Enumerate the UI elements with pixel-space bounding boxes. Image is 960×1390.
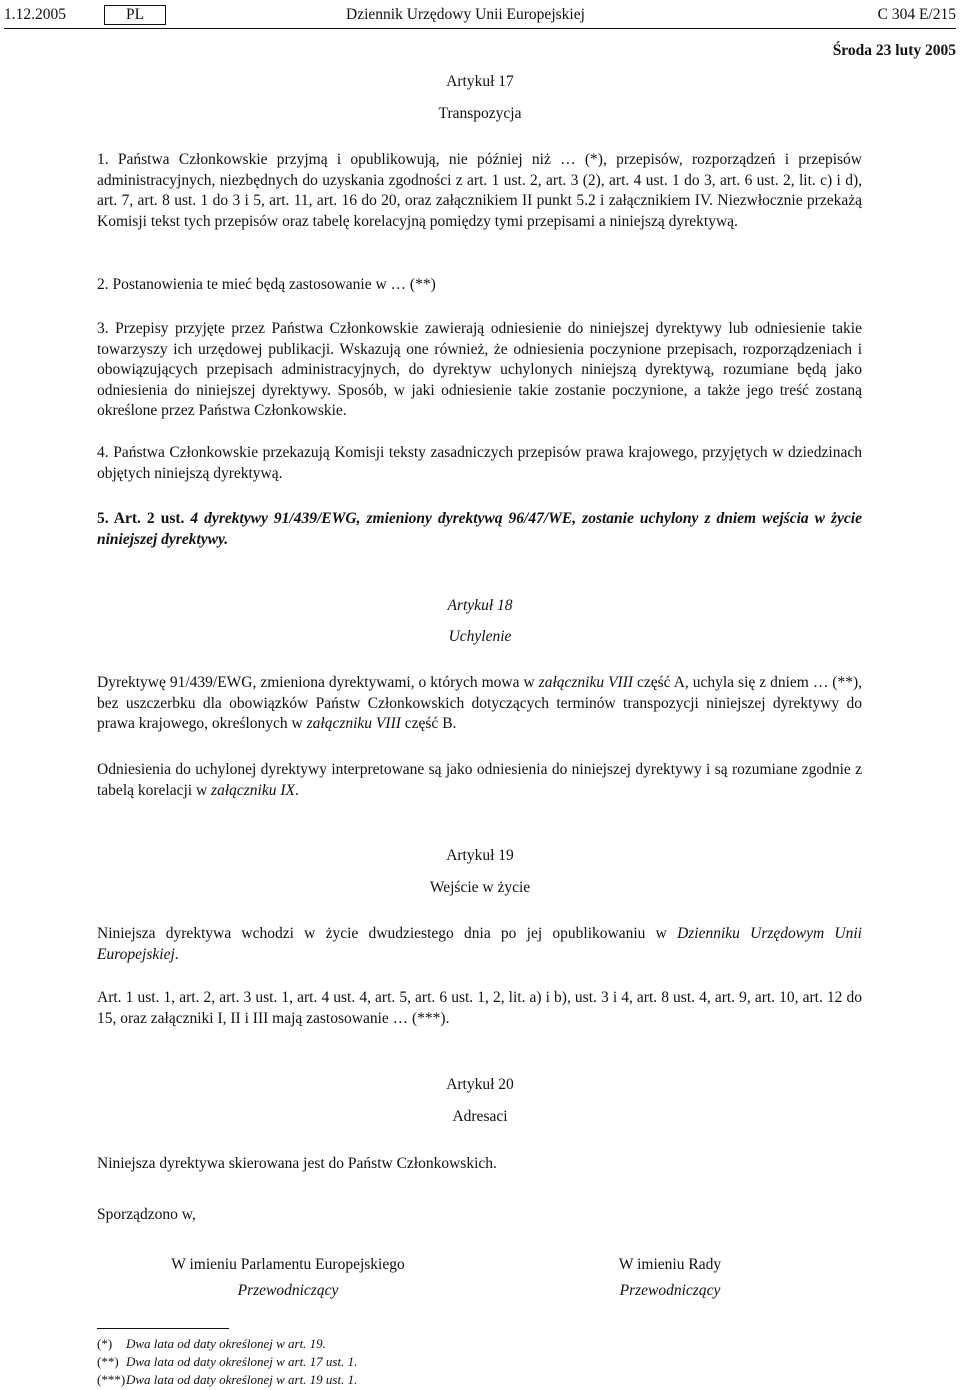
language-badge: PL — [104, 5, 166, 25]
article-19-paragraph-1 — [97, 924, 862, 965]
article-17-paragraph-5 — [97, 509, 862, 550]
signature-council-role: Przewodniczący — [619, 1282, 721, 1299]
article-18-paragraph-1 — [97, 673, 862, 735]
article-17-paragraph-2: 2. Postanowienia te mieć będą zastosowanie w … (**) — [97, 276, 436, 293]
article-20-paragraph-1: Niniejsza dyrektywa skierowana jest do Państw Członkowskich. — [97, 1155, 497, 1172]
text-run: część B. — [400, 715, 457, 732]
journal-reference-italic: Dzienniku Urzędowym Unii Europejskiej — [97, 925, 862, 963]
footnote-divider — [97, 1328, 229, 1329]
paragraph-5-amendment: 4 dyrektywy 91/439/EWG, zmieniony dyrektywą 96/47/WE, zostanie uchylony z dniem wejścia w życie niniejszej dyrektywy. — [97, 510, 862, 548]
article-20-title: Artykuł 20 — [446, 1076, 514, 1093]
footnote-text: Dwa lata od daty określonej w art. 19. — [126, 1336, 326, 1351]
footnote — [97, 1372, 357, 1388]
annex-reference: załączniku IX — [211, 781, 295, 799]
footnote-mark: (**) — [97, 1354, 119, 1369]
article-20-subtitle: Adresaci — [452, 1108, 508, 1125]
done-at: Sporządzono w, — [97, 1206, 196, 1223]
article-17-paragraph-1: 1. Państwa Członkowskie przyjmą i opublikowują, nie później niż … (*), przepisów, rozporządzeń i przepisów administracyjnych, niezbędnych do uzyskania zgodności z art. 1 ust. 2, art. 3 (2), art. 4 ust. 1 do 3, art. 6 ust. 2, lit. c) i d), art. 7, art. 8 ust. 1 do 3 i 5, art. 11, art. 16 do 20, oraz załącznikiem II punkt 5.2 i załącznikiem IV. Niezwłocznie przekażą Komisji tekst tych przepisów oraz tabelę korelacyjną pomiędzy tymi przepisami a niniejszą dyrektywą. — [97, 151, 862, 230]
page-header — [0, 2, 960, 28]
footnote — [97, 1354, 357, 1370]
sitting-date: Środa 23 luty 2005 — [832, 42, 956, 59]
article-17-title: Artykuł 17 — [446, 73, 514, 90]
article-19-title: Artykuł 19 — [446, 847, 514, 864]
signature-parliament: W imieniu Parlamentu Europejskiego — [171, 1256, 405, 1273]
annex-reference: załączniku VIII — [306, 715, 401, 732]
journal-reference: C 304 E/215 — [877, 6, 956, 23]
article-18-title: Artykuł 18 — [447, 597, 513, 614]
text-run: część A, uchyla się z dniem … (**), bez uszczerbku dla obowiązków Państw Członkowskich dotyczących terminów transpozycji niniejszej dyrektywy do prawa krajowego, określonych w — [97, 674, 863, 732]
publication-date: 1.12.2005 — [4, 6, 66, 23]
signature-council: W imieniu Rady — [618, 1256, 722, 1273]
footnote-mark: (***) — [97, 1372, 126, 1387]
article-17-subtitle: Transpozycja — [438, 105, 522, 122]
article-17-paragraph-4: 4. Państwa Członkowskie przekazują Komisji teksty zasadniczych przepisów prawa krajowego, przyjętych w dziedzinach objętych niniejszą dyrektywą. — [97, 444, 862, 482]
footnote-text: Dwa lata od daty określonej w art. 19 ust. 1. — [126, 1372, 358, 1387]
signature-parliament-role: Przewodniczący — [237, 1282, 339, 1299]
header-divider — [4, 28, 956, 29]
text-run: . — [174, 945, 179, 963]
article-18-paragraph-2 — [97, 760, 862, 801]
footnote-text: Dwa lata od daty określonej w art. 17 ust. 1. — [126, 1354, 358, 1369]
article-19-paragraph-2: Art. 1 ust. 1, art. 2, art. 3 ust. 1, art. 4 ust. 4, art. 5, art. 6 ust. 1, 2, lit. a) i b), ust. 3 i 4, art. 8 ust. 4, art. 9, art. 10, art. 12 do 15, oraz załączniki I, II i III mają zastosowanie … (***). — [97, 989, 862, 1027]
paragraph-5-lead: 5. Art. 2 ust. — [97, 510, 185, 527]
article-18-subtitle: Uchylenie — [448, 628, 512, 645]
footnote-mark: (*) — [97, 1336, 113, 1351]
footnote — [97, 1336, 326, 1352]
text-run: . — [295, 781, 299, 799]
article-17-paragraph-3: 3. Przepisy przyjęte przez Państwa Członkowskie zawierają odniesienie do niniejszej dyrektywy lub odniesienie takie towarzyszy ich urzędowej publikacji. Wskazują one również, że odniesienia poczynione przepisach, rozporządzeniach i obowiązujących przepisach administracyjnych, do dyrektyw uchylonych niniejszą dyrektywą, rozumiane będą jako odniesienia do niniejszej dyrektywy. Sposób, w jaki odniesienie takie zostanie poczynione, a także jego treść zostaną określone przez Państwa Członkowskie. — [97, 320, 862, 419]
annex-reference: załączniku VIII — [538, 674, 634, 691]
text-run: Dyrektywę 91/439/EWG, zmieniona dyrektywami, o których mowa w — [97, 674, 539, 691]
article-19-subtitle: Wejście w życie — [429, 879, 531, 896]
text-run: Odniesienia do uchylonej dyrektywy interpretowane są jako odniesienia do niniejszej dyrektywy i są rozumiane zgodnie z tabelą korelacji w — [97, 761, 862, 799]
text-run: Niniejsza dyrektywa wchodzi w życie dwudziestego dnia po jej opublikowaniu w — [97, 925, 678, 942]
journal-title: Dziennik Urzędowy Unii Europejskiej — [346, 6, 585, 23]
